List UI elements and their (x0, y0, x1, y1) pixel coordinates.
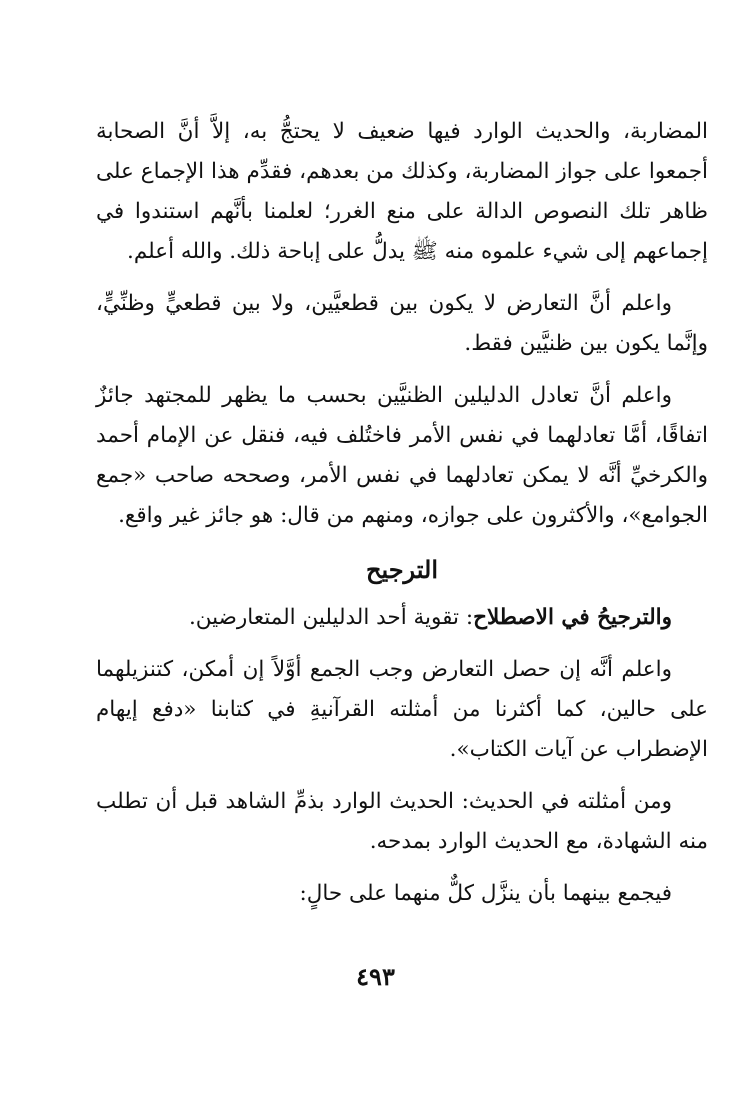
paragraph-hadith-example: ومن أمثلته في الحديث: الحديث الوارد بذمِّ الشاهد قبل أن تطلب منه الشهادة، مع الحديث الوارد بمدحه. (96, 789, 708, 854)
page-body (96, 112, 708, 914)
definition-term: والترجيحُ في الاصطلاح (473, 605, 672, 630)
page-number: ٤٩٣ (356, 962, 395, 991)
paragraph-taadul: واعلم أنَّ تعادل الدليلين الظنيَّين بحسب ما يظهر للمجتهد جائزٌ اتفاقًا، أمَّا تعادلهما في نفس الأمر فاختُلف فيه، فنقل عن الإمام أحمد والكرخيِّ أنَّه لا يمكن تعادلهما في نفس الأمر، وصححه صاحب «جمع الجوامع»، والأكثرون على جوازه، ومنهم من قال: هو جائز غير واقع. (96, 383, 708, 528)
paragraph-mudaraba: المضاربة، والحديث الوارد فيها ضعيف لا يحتجُّ به، إلاَّ أنَّ الصحابة أجمعوا على جواز المضاربة، وكذلك من بعدهم، فقدِّم هذا الإجماع على ظاهر تلك النصوص الدالة على منع الغرر؛ لعلمنا بأنَّهم استندوا في إجماعهم إلى شيء علموه منه ﷺ يدلُّ على إباحة ذلك. والله أعلم. (96, 119, 708, 264)
definition-text: : تقوية أحد الدليلين المتعارضين. (188, 605, 474, 630)
paragraph-taarud: واعلم أنَّ التعارض لا يكون بين قطعيَّين، ولا بين قطعيٍّ وظنِّيٍّ، وإنَّما يكون بين ظنيَّين فقط. (96, 291, 708, 356)
paragraph-jam: واعلم أنَّه إن حصل التعارض وجب الجمع أوَّلاً إن أمكن، كتنزيلهما على حالين، كما أكثرنا من أمثلته القرآنيةِ في كتابنا «دفع إيهام الإضطراب عن آيات الكتاب». (96, 657, 708, 762)
paragraph-tarjih-definition (96, 598, 708, 638)
section-heading-tarjih: الترجيح (365, 555, 439, 584)
paragraph-jam-method: فيجمع بينهما بأن ينزَّل كلٌّ منهما على حالٍ: (299, 881, 672, 906)
